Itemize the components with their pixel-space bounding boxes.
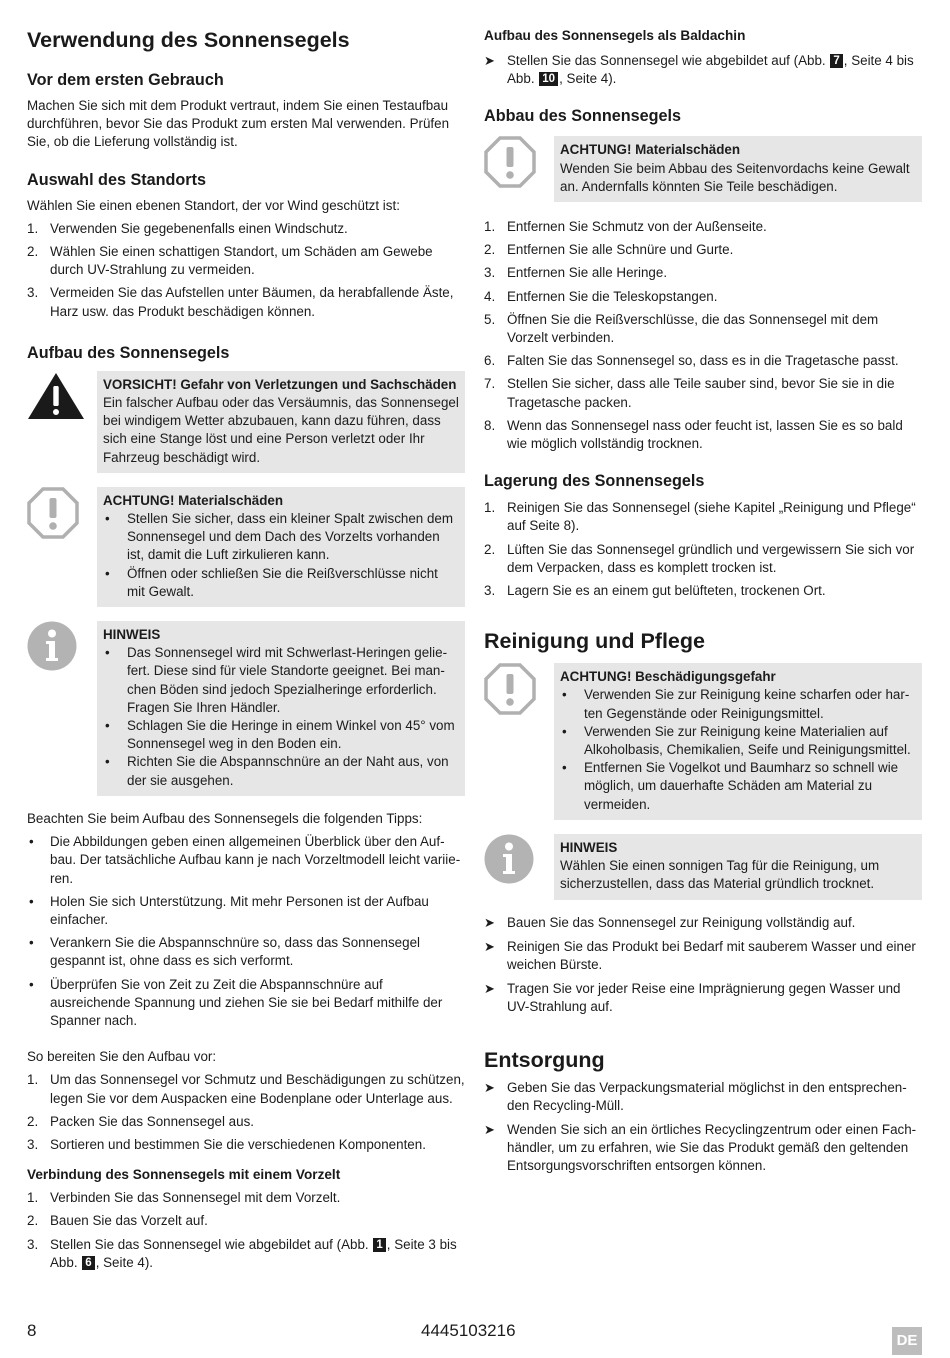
- caution-title: VORSICHT! Gefahr von Verletzungen und Sachschäden: [103, 376, 457, 392]
- list-item: • Überprüfen Sie von Zeit zu Zeit die Abspannschnüre auf ausreichende Spannung und ziehen Sie sie bei Bedarf mithilfe der Spanner nach.: [29, 976, 443, 1028]
- note-box: [554, 834, 922, 900]
- heading-connect: Verbindung des Sonnensegels mit einem Vorzelt: [27, 1167, 341, 1183]
- dismantle-list: [484, 218, 922, 453]
- location-intro: Wählen Sie einen ebenen Standort, der vor Wind geschützt ist:: [27, 197, 400, 213]
- storage-list: [484, 499, 922, 600]
- list-item: 5. Öffnen Sie die Reißverschlüsse, die das Sonnensegel mit dem Vorzelt verbinden.: [484, 311, 879, 346]
- prep-intro: So bereiten Sie den Aufbau vor:: [27, 1049, 217, 1065]
- list-item: ➤ Wenden Sie sich an ein örtliches Recyclingzentrum oder einen Fachhändler, um zu erfahren, wie Sie das Produkt gemäß den geltenden Entsorgungsvorschriften entsorgen können.: [484, 1121, 917, 1174]
- note-text: Wählen Sie einen sonnigen Tag für die Reinigung, um sicherzustellen, dass das Material gründlich trocknet.: [560, 858, 880, 892]
- list-item: • Öffnen oder schließen Sie die Reißverschlüsse nicht mit Gewalt.: [105, 565, 438, 599]
- note-title: HINWEIS: [103, 627, 161, 643]
- cleaning-note-notice: [484, 834, 922, 900]
- note-list: [103, 644, 459, 790]
- caution-notice: [27, 371, 465, 473]
- list-item: ➤ Geben Sie das Verpackungsmaterial möglichst in den entsprechenden Recycling-Müll.: [484, 1079, 907, 1113]
- attention-title: ACHTUNG! Materialschäden: [560, 142, 741, 158]
- list-item: 2. Packen Sie das Sonnensegel aus.: [27, 1113, 254, 1129]
- list-item: 7. Stellen Sie sicher, dass alle Teile sauber sind, bevor Sie sie in die Tragetasche packen.: [484, 376, 895, 410]
- dismantle-attention-notice: [484, 136, 922, 202]
- list-item: 2. Bauen Sie das Vorzelt auf.: [27, 1213, 208, 1229]
- arrow-icon: ➤: [484, 1121, 495, 1137]
- document-code: 4445103216: [421, 1321, 516, 1340]
- attention-octagon-icon: [27, 487, 79, 544]
- list-item: ➤ Tragen Sie vor jeder Reise eine Imprägnierung gegen Wasser und UV-Strahlung auf.: [484, 981, 901, 1015]
- list-item: ➤ Bauen Sie das Sonnensegel zur Reinigung vollständig auf.: [484, 914, 922, 932]
- list-item: • Stellen Sie sicher, dass ein kleiner Spalt zwischen dem Sonnensegel und dem Dach des Vorzelts vorhanden ist, damit die Luft zirkulieren kann.: [105, 511, 454, 563]
- heading-first-use: Vor dem ersten Gebrauch: [27, 71, 224, 89]
- connect-list: [27, 1189, 465, 1272]
- attention-box: [554, 663, 922, 820]
- list-item: • Entfernen Sie Vogelkot und Baumharz so schnell wie möglich, um dauerhafte Schäden am Material zu vermeiden.: [562, 760, 899, 812]
- attention-title: ACHTUNG! Materialschäden: [103, 492, 284, 508]
- first-use-text: Machen Sie sich mit dem Produkt vertraut, indem Sie einen Testaufbau durchführen, bevor Sie das Produkt zum ersten Mal verwenden. Prüfen Sie, ob die Lieferung vollständig ist.: [27, 98, 450, 150]
- tips-intro: Beachten Sie beim Aufbau des Sonnensegels die folgenden Tipps:: [27, 810, 423, 826]
- list-item: 3. Entfernen Sie alle Heringe.: [484, 265, 668, 281]
- list-item: 3. Stellen Sie das Sonnensegel wie abgebildet auf (Abb. 1 , Seite 3 bis Abb. 6 , Seite 4).: [27, 1236, 457, 1270]
- list-item: • Das Sonnensegel wird mit Schwerlast-Heringen geliefert. Diese sind für viele Standorte geeignet. Bei manchen Böden sind jedoch Spezialheringe erforderlich. Fragen Sie Ihren Händler.: [105, 645, 448, 715]
- list-item: 3. Vermeiden Sie das Aufstellen unter Bäumen, da herabfallende Äste, Harz usw. das Produkt beschädigen können.: [27, 285, 454, 319]
- list-item: ➤ Reinigen Sie das Produkt bei Bedarf mit sauberem Wasser und einer weichen Bürste.: [484, 938, 916, 972]
- figure-ref-badge: 6: [82, 1256, 94, 1270]
- list-item: 1. Verbinden Sie das Sonnensegel mit dem Vorzelt.: [27, 1190, 341, 1206]
- list-item: 1. Entfernen Sie Schmutz von der Außenseite.: [484, 219, 767, 235]
- heading-dismantle: Abbau des Sonnensegels: [484, 107, 681, 126]
- list-item: 8. Wenn das Sonnensegel nass oder feucht ist, lassen Sie es so bald wie möglich vollständig trocknen.: [484, 417, 903, 452]
- section-title-disposal: Entsorgung: [484, 1047, 605, 1072]
- list-item: 1. Reinigen Sie das Sonnensegel (siehe Kapitel „Reinigung und Pflege“ auf Seite 8).: [484, 500, 916, 534]
- caution-text: Ein falscher Aufbau oder das Versäumnis, das Sonnensegel bei windigem Wetter abzubauen, kann dazu führen, dass sich eine Stange löst und eine Person verletzt oder Ihr Fahrzeug beschädigt wird.: [103, 395, 459, 465]
- info-icon: [27, 621, 77, 676]
- page-number: 8: [27, 1321, 37, 1340]
- heading-canopy: Aufbau des Sonnensegels als Baldachin: [484, 28, 746, 43]
- caution-box: [97, 371, 465, 473]
- list-item: 3. Lagern Sie es an einem gut belüfteten, trockenen Ort.: [484, 583, 826, 599]
- list-item: 3. Sortieren und bestimmen Sie die verschiedenen Komponenten.: [27, 1136, 426, 1152]
- figure-ref-badge: 1: [373, 1238, 385, 1252]
- list-item: • Die Abbildungen geben einen allgemeinen Überblick über den Aufbau. Der tatsächliche Aufbau kann je nach Vorzeltmodell leicht variieren.: [29, 834, 461, 886]
- attention-notice: [27, 487, 465, 607]
- arrow-icon: ➤: [484, 938, 495, 954]
- attention-text: Wenden Sie beim Abbau des Seitenvordachs keine Gewalt an. Andernfalls könnten Sie Teile beschädigen.: [560, 160, 910, 194]
- list-item: ➤ Stellen Sie das Sonnensegel wie abgebildet auf (Abb. 7 , Seite 4 bis Abb. 10 , Seite 4).: [484, 53, 914, 87]
- location-list: [27, 220, 465, 321]
- arrow-icon: ➤: [484, 53, 495, 68]
- heading-location: Auswahl des Standorts: [27, 170, 206, 189]
- list-item: 6. Falten Sie das Sonnensegel so, dass es in die Tragetasche passt.: [484, 353, 899, 369]
- attention-title: ACHTUNG! Beschädigungsgefahr: [560, 669, 776, 685]
- attention-list: [560, 686, 916, 813]
- disposal-steps: [484, 1079, 922, 1176]
- arrow-icon: ➤: [484, 981, 495, 997]
- section-title-usage: Verwendung des Sonnensegels: [27, 28, 350, 52]
- heading-setup: Aufbau des Sonnensegels: [27, 343, 230, 362]
- attention-list: [103, 510, 459, 601]
- list-item: 1. Um das Sonnensegel vor Schmutz und Beschädigungen zu schützen, legen Sie vor dem Auspacken eine Bodenplane oder Unterlage aus.: [27, 1072, 465, 1106]
- list-item: • Richten Sie die Abspannschnüre an der Naht aus, von der sie ausgehen.: [105, 754, 449, 788]
- list-item: 4. Entfernen Sie die Teleskopstangen.: [484, 288, 718, 304]
- figure-ref-badge: 7: [830, 54, 842, 68]
- info-icon: [484, 834, 534, 889]
- note-notice: [27, 621, 465, 796]
- list-item: • Holen Sie sich Unterstützung. Mit mehr Personen ist der Aufbau einfacher.: [29, 893, 429, 927]
- list-item: • Verwenden Sie zur Reinigung keine Materialien auf Alkoholbasis, Chemikalien, Seife und Reinigungsmittel.: [562, 723, 911, 758]
- list-item: • Verwenden Sie zur Reinigung keine scharfen oder harten Gegenstände oder Reinigungsmittel.: [562, 687, 910, 721]
- attention-box: [97, 487, 465, 607]
- warning-triangle-icon: [27, 371, 85, 426]
- note-title: HINWEIS: [560, 839, 618, 855]
- arrow-icon: ➤: [484, 1079, 495, 1095]
- language-badge: DE: [892, 1327, 922, 1355]
- list-item: 2. Entfernen Sie alle Schnüre und Gurte.: [484, 242, 734, 258]
- section-title-cleaning: Reinigung und Pflege: [484, 629, 705, 654]
- attention-octagon-icon: [484, 663, 536, 720]
- note-box: [97, 621, 465, 796]
- attention-octagon-icon: [484, 136, 536, 193]
- heading-storage: Lagerung des Sonnensegels: [484, 472, 705, 491]
- left-column: [27, 0, 465, 1272]
- cleaning-attention-notice: [484, 663, 922, 820]
- right-column: [484, 0, 922, 1176]
- list-item: 1. Verwenden Sie gegebenenfalls einen Windschutz.: [27, 220, 348, 236]
- canopy-steps: [484, 52, 922, 88]
- list-item: 2. Wählen Sie einen schattigen Standort, um Schäden am Gewebe durch UV-Strahlung zu vermeiden.: [27, 244, 433, 278]
- list-item: 2. Lüften Sie das Sonnensegel gründlich und vergewissern Sie sich vor dem Verpacken, dass es komplett trocken ist.: [484, 541, 915, 575]
- list-item: • Verankern Sie die Abspannschnüre so, dass das Sonnensegel gespannt ist, ohne dass es sich verformt.: [29, 935, 420, 969]
- arrow-icon: ➤: [484, 914, 495, 930]
- tips-list: [27, 833, 465, 1030]
- cleaning-steps: [484, 914, 922, 1017]
- attention-box: [554, 136, 922, 202]
- list-item: • Schlagen Sie die Heringe in einem Winkel von 45° vom Sonnensegel weg in den Boden ein.: [105, 718, 455, 752]
- prep-list: [27, 1071, 465, 1154]
- figure-ref-badge: 10: [539, 72, 558, 86]
